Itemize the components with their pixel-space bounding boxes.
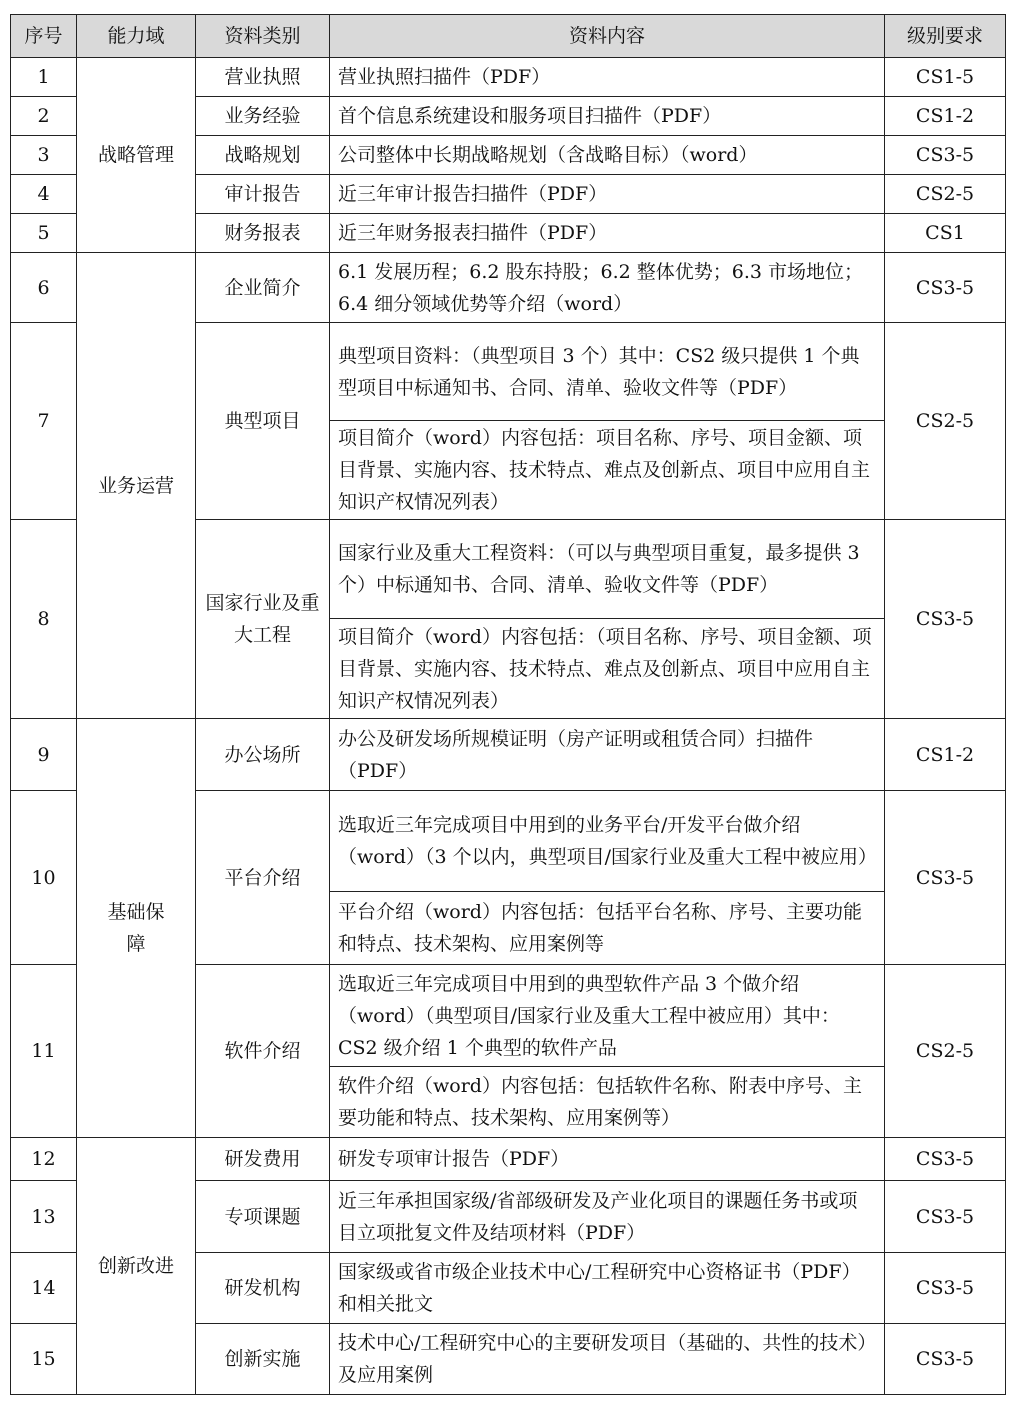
category-cell: 研发费用 — [196, 1138, 330, 1181]
content-cell: 近三年审计报告扫描件（PDF） — [330, 175, 885, 214]
row-number: 9 — [11, 719, 77, 791]
domain-label: 基础保障 — [107, 901, 165, 955]
row-number: 14 — [11, 1253, 77, 1324]
category-cell: 审计报告 — [196, 175, 330, 214]
domain-cell: 业务运营 — [77, 253, 196, 719]
row-number: 6 — [11, 253, 77, 323]
category-cell: 办公场所 — [196, 719, 330, 791]
level-cell: CS3-5 — [885, 1253, 1006, 1324]
row-number: 12 — [11, 1138, 77, 1181]
table-row — [11, 1138, 1006, 1181]
row-number: 13 — [11, 1181, 77, 1253]
level-cell: CS3-5 — [885, 520, 1006, 719]
header-level: 级别要求 — [885, 15, 1006, 58]
level-cell: CS1 — [885, 214, 1006, 253]
domain-cell — [77, 719, 196, 1138]
level-cell: CS3-5 — [885, 791, 1006, 965]
row-number: 7 — [11, 323, 77, 520]
domain-cell: 创新改进 — [77, 1138, 196, 1395]
level-cell: CS2-5 — [885, 965, 1006, 1138]
header-no: 序号 — [11, 15, 77, 58]
content-cell: 国家行业及重大工程资料：（可以与典型项目重复，最多提供 3 个）中标通知书、合同、清单、验收文件等（PDF） — [330, 520, 885, 619]
content-cell: 6.1 发展历程；6.2 股东持股；6.2 整体优势；6.3 市场地位；6.4 细分领域优势等介绍（word） — [330, 253, 885, 323]
content-cell: 选取近三年完成项目中用到的业务平台/开发平台做介绍（word）（3 个以内，典型项目/国家行业及重大工程中被应用） — [330, 791, 885, 892]
content-cell: 选取近三年完成项目中用到的典型软件产品 3 个做介绍（word）（典型项目/国家行业及重大工程中被应用）其中：CS2 级介绍 1 个典型的软件产品 — [330, 965, 885, 1067]
content-cell: 研发专项审计报告（PDF） — [330, 1138, 885, 1181]
content-cell: 营业执照扫描件（PDF） — [330, 58, 885, 97]
content-cell: 项目简介（word）内容包括：项目名称、序号、项目金额、项目背景、实施内容、技术特点、难点及创新点、项目中应用自主知识产权情况列表） — [330, 421, 885, 520]
row-number: 4 — [11, 175, 77, 214]
header-content: 资料内容 — [330, 15, 885, 58]
content-cell: 平台介绍（word）内容包括：包括平台名称、序号、主要功能和特点、技术架构、应用案例等 — [330, 892, 885, 965]
table-row — [11, 719, 1006, 791]
level-cell: CS2-5 — [885, 175, 1006, 214]
requirements-table — [10, 14, 1006, 1395]
content-cell: 公司整体中长期战略规划（含战略目标）（word） — [330, 136, 885, 175]
level-cell: CS1-5 — [885, 58, 1006, 97]
level-cell: CS3-5 — [885, 1181, 1006, 1253]
row-number: 1 — [11, 58, 77, 97]
row-number: 3 — [11, 136, 77, 175]
content-cell: 项目简介（word）内容包括：（项目名称、序号、项目金额、项目背景、实施内容、技术特点、难点及创新点、项目中应用自主知识产权情况列表） — [330, 619, 885, 719]
content-cell: 典型项目资料：（典型项目 3 个）其中：CS2 级只提供 1 个典型项目中标通知书、合同、清单、验收文件等（PDF） — [330, 323, 885, 421]
level-cell: CS3-5 — [885, 253, 1006, 323]
table-row — [11, 58, 1006, 97]
category-cell: 典型项目 — [196, 323, 330, 520]
category-cell: 平台介绍 — [196, 791, 330, 965]
content-cell: 国家级或省市级企业技术中心/工程研究中心资格证书（PDF）和相关批文 — [330, 1253, 885, 1324]
content-cell: 近三年财务报表扫描件（PDF） — [330, 214, 885, 253]
domain-cell: 战略管理 — [77, 58, 196, 253]
row-number: 2 — [11, 97, 77, 136]
category-cell: 财务报表 — [196, 214, 330, 253]
header-row — [11, 15, 1006, 58]
level-cell: CS3-5 — [885, 136, 1006, 175]
header-domain: 能力域 — [77, 15, 196, 58]
content-cell: 近三年承担国家级/省部级研发及产业化项目的课题任务书或项目立项批复文件及结项材料（PDF） — [330, 1181, 885, 1253]
category-cell: 研发机构 — [196, 1253, 330, 1324]
row-number: 5 — [11, 214, 77, 253]
header-category: 资料类别 — [196, 15, 330, 58]
row-number: 8 — [11, 520, 77, 719]
content-cell: 首个信息系统建设和服务项目扫描件（PDF） — [330, 97, 885, 136]
level-cell: CS3-5 — [885, 1138, 1006, 1181]
level-cell: CS2-5 — [885, 323, 1006, 520]
category-cell: 软件介绍 — [196, 965, 330, 1138]
table-row — [11, 253, 1006, 323]
category-cell: 企业简介 — [196, 253, 330, 323]
content-cell: 技术中心/工程研究中心的主要研发项目（基础的、共性的技术）及应用案例 — [330, 1324, 885, 1395]
category-cell: 营业执照 — [196, 58, 330, 97]
content-cell: 办公及研发场所规模证明（房产证明或租赁合同）扫描件（PDF） — [330, 719, 885, 791]
category-cell: 国家行业及重大工程 — [196, 520, 330, 719]
level-cell: CS3-5 — [885, 1324, 1006, 1395]
row-number: 15 — [11, 1324, 77, 1395]
level-cell: CS1-2 — [885, 719, 1006, 791]
category-cell: 创新实施 — [196, 1324, 330, 1395]
category-cell: 专项课题 — [196, 1181, 330, 1253]
row-number: 11 — [11, 965, 77, 1138]
category-cell: 业务经验 — [196, 97, 330, 136]
level-cell: CS1-2 — [885, 97, 1006, 136]
row-number: 10 — [11, 791, 77, 965]
content-cell: 软件介绍（word）内容包括：包括软件名称、附表中序号、主要功能和特点、技术架构、应用案例等） — [330, 1067, 885, 1138]
category-cell: 战略规划 — [196, 136, 330, 175]
